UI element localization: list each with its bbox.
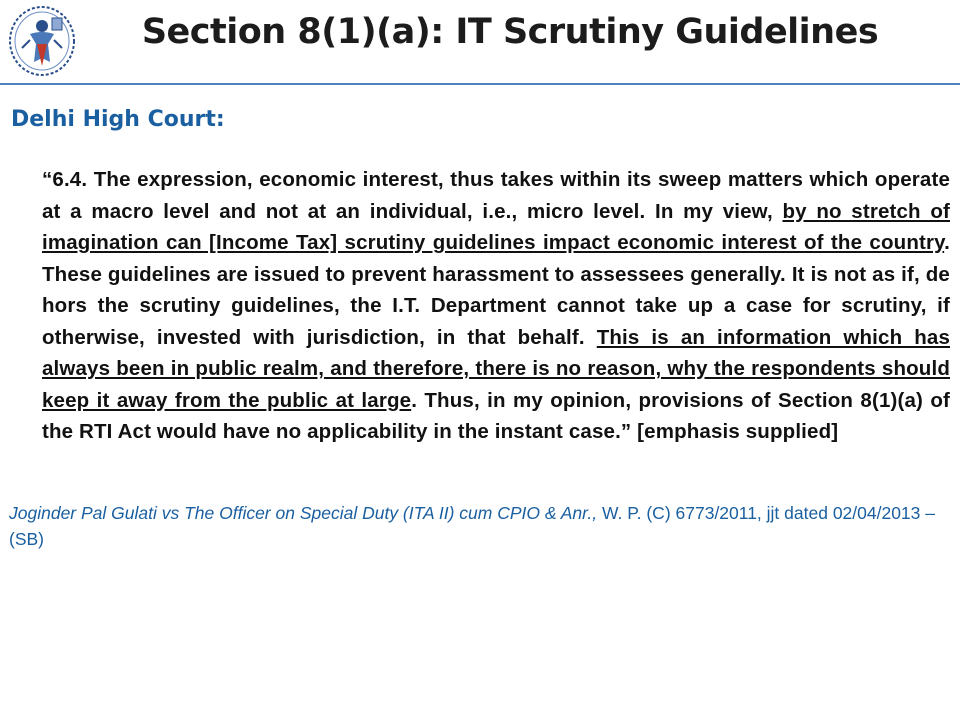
court-heading: Delhi High Court: <box>11 107 225 132</box>
emphasis-underlined-text: by no stretch of imagination can [Income Tax] scrutiny guidelines impact economic interest of the country <box>42 199 950 254</box>
quote-text: . Thus, in my opinion, provisions of Section 8(1)(a) of the RTI Act would have no applicability in the instant case.” [emphasis supplied] <box>42 388 950 443</box>
judgment-quote <box>42 164 950 448</box>
slide-title: Section 8(1)(a): IT Scrutiny Guidelines <box>141 12 879 52</box>
emphasis-underlined-text: This is an information which has always been in public realm, and therefore, there is no reason, why the respondents should keep it away from the public at large <box>42 325 951 412</box>
quote-text: . These guidelines are issued to prevent harassment to assessees generally. It is not as if, de hors the scrutiny guidelines, the I.T. Department cannot take up a case for scrutiny, if otherwise, invested with jurisdiction, in that behalf. <box>42 231 950 349</box>
header-divider <box>0 83 960 85</box>
case-name: Joginder Pal Gulati vs The Officer on Special Duty (ITA II) cum CPIO & Anr., <box>9 503 598 523</box>
case-citation <box>9 500 951 552</box>
quote-text: “6.4. The expression, economic interest, thus takes within its sweep matters which operate at a macro level and not at an individual, i.e., micro level. In my view, <box>42 168 950 223</box>
case-details: W. P. (C) 6773/2011, jjt dated 02/04/2013 – (SB) <box>9 503 935 549</box>
